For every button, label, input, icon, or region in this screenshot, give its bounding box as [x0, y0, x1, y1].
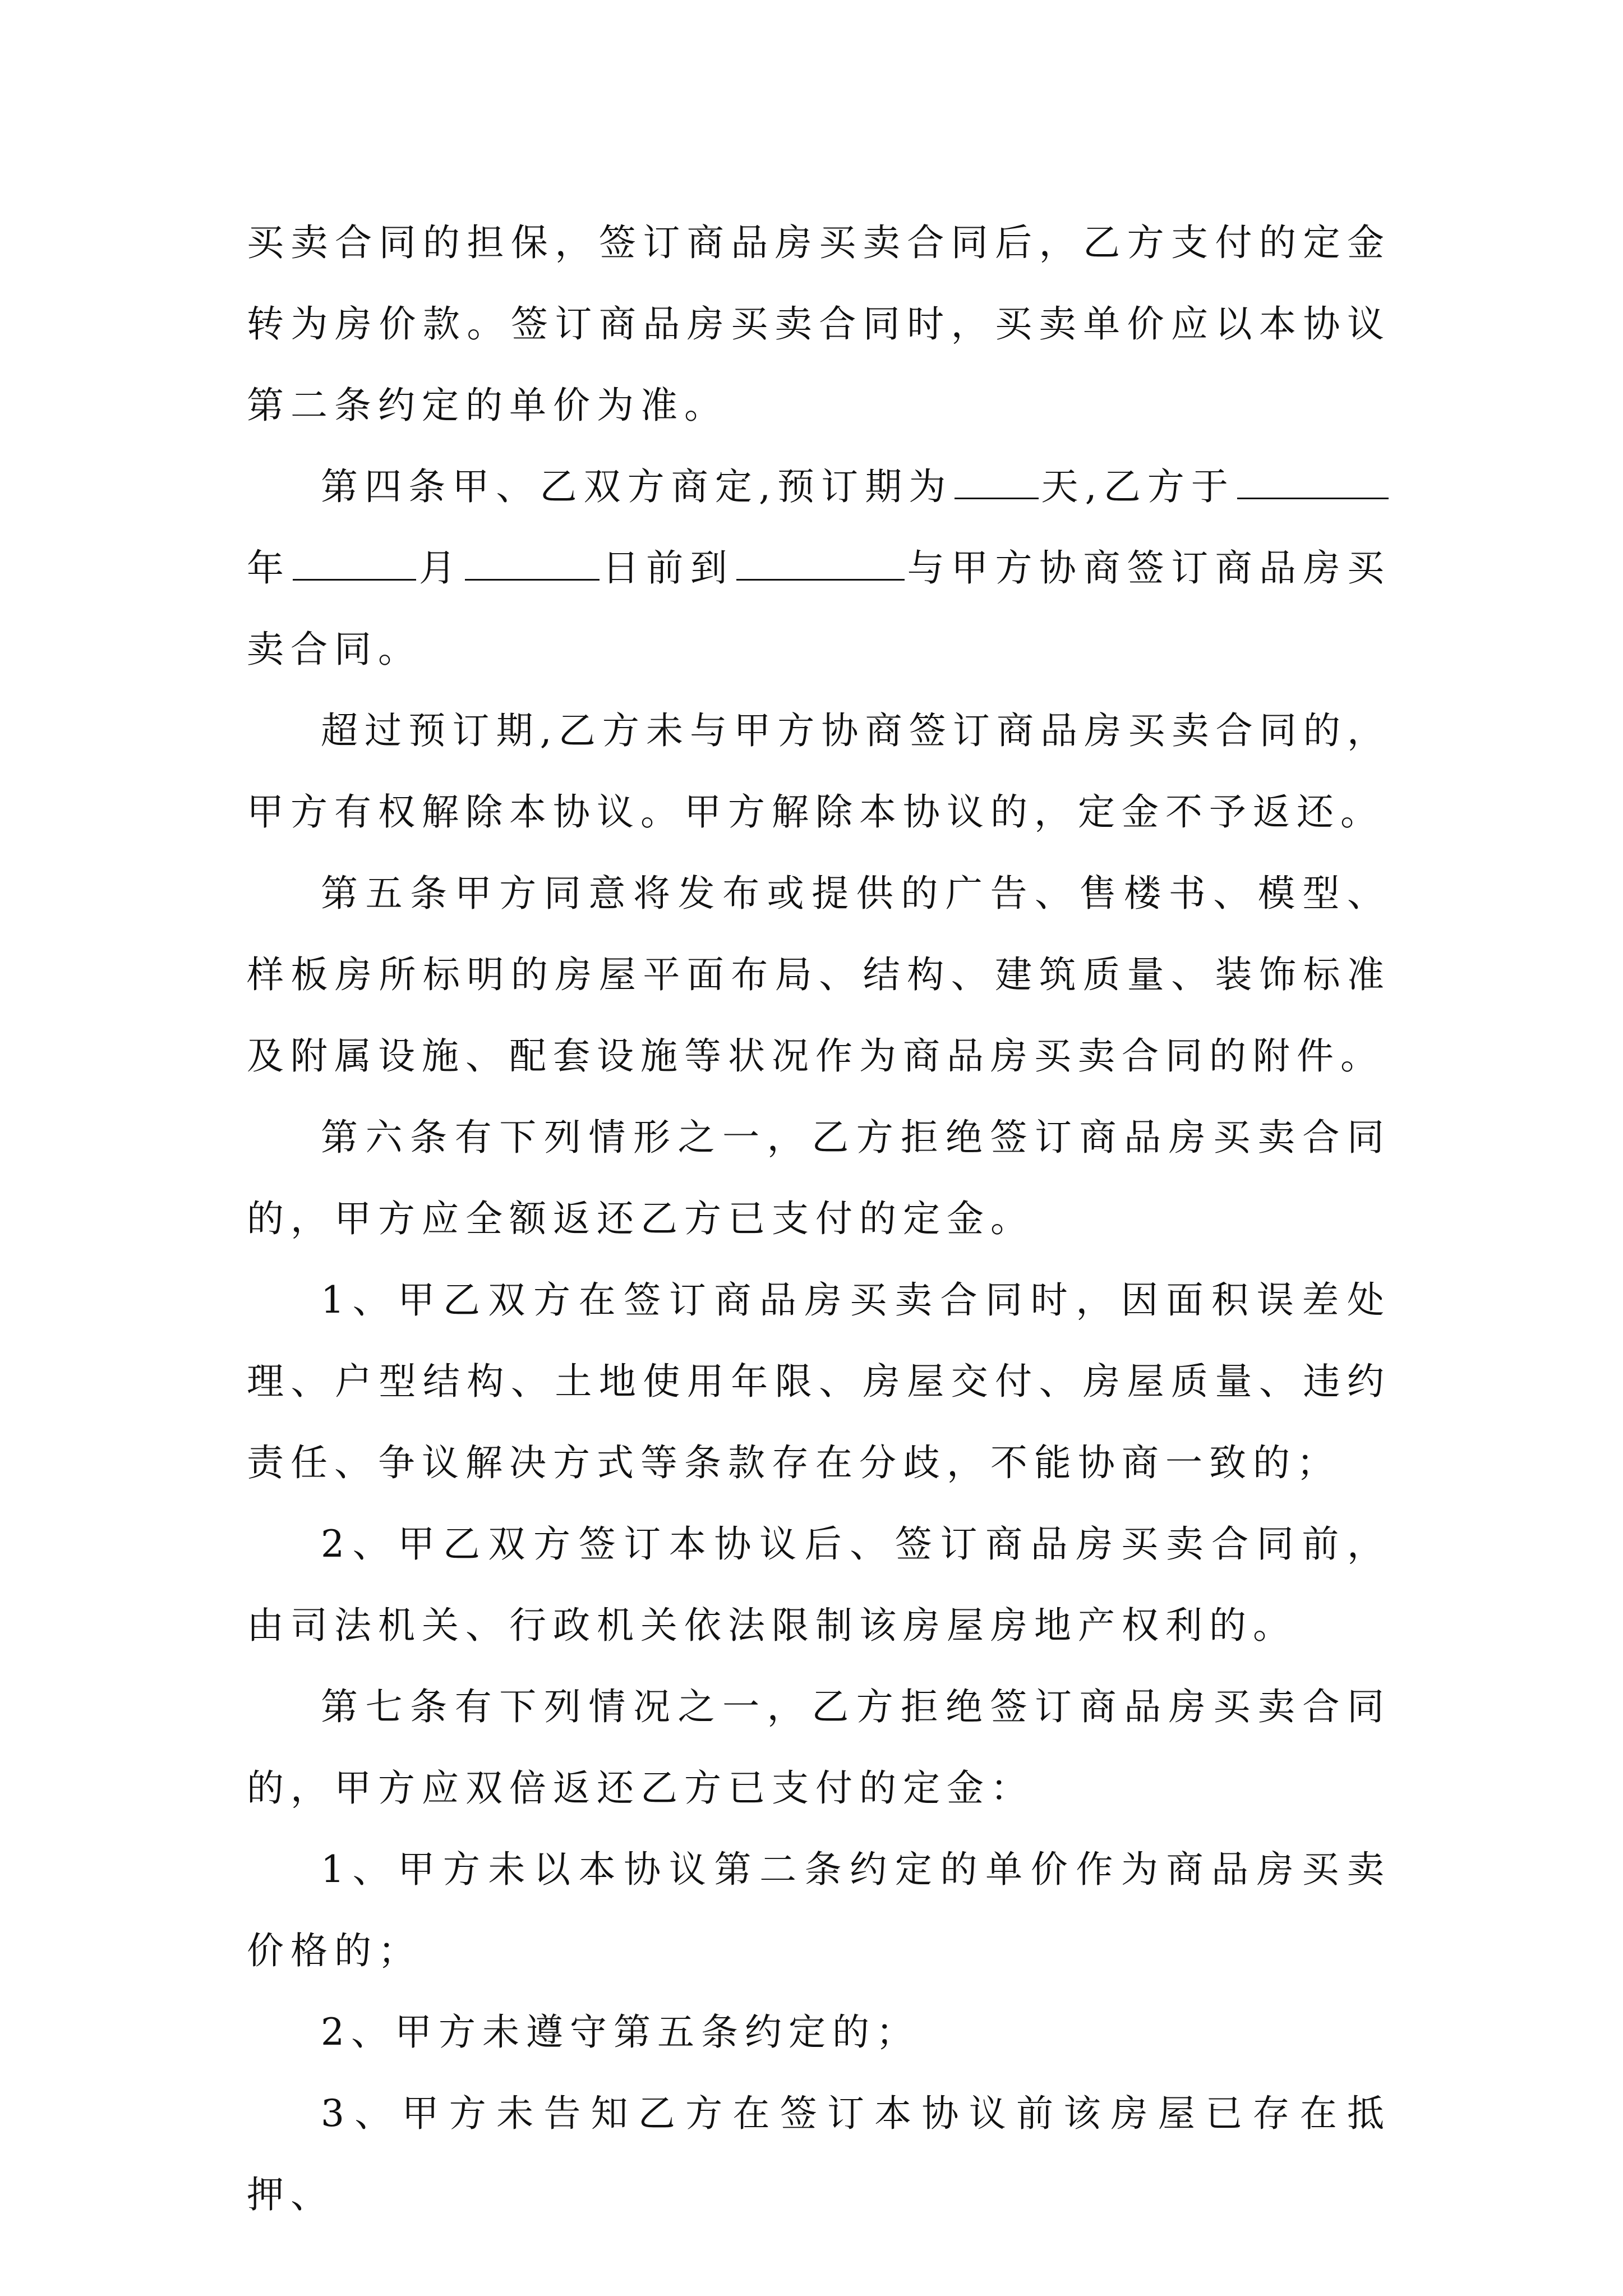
article4-text-4: 月 [418, 546, 463, 590]
article4-text-1: 第四条甲、乙双方商定,预订期为 [321, 465, 953, 508]
paragraph-article-5: 第五条甲方同意将发布或提供的广告、售楼书、模型、样板房所标明的房屋平面布局、结构、建筑质量、装饰标准及附属设施、配套设施等状况作为商品房买卖合同的附件。 [247, 872, 1391, 1078]
paragraph-article-6: 第六条有下列情形之一，乙方拒绝签订商品房买卖合同的，甲方应全额返还乙方已支付的定金。 [247, 1116, 1391, 1240]
article4-text-2: 天,乙方于 [1041, 465, 1235, 508]
blank-year [1237, 466, 1389, 499]
article4-text-6: 与甲方协商签订商品房买卖合同。 [247, 546, 1391, 671]
blank-place [736, 547, 905, 581]
paragraph-article-6-item-2: 2、甲乙双方签订本协议后、签订商品房买卖合同前，由司法机关、行政机关依法限制该房屋房地产权利的。 [247, 1522, 1391, 1647]
article4-text-3: 年 [247, 546, 291, 590]
paragraph-article-7-item-1: 1、甲方未以本协议第二条约定的单价作为商品房买卖价格的； [247, 1848, 1391, 1972]
document-body [247, 202, 1391, 2235]
paragraph-article-7-item-3: 3、甲方未告知乙方在签订本协议前该房屋已存在抵押、 [247, 2092, 1391, 2216]
paragraph-article-4 [247, 446, 1391, 690]
paragraph-article-7: 第七条有下列情况之一，乙方拒绝签订商品房买卖合同的，甲方应双倍返还乙方已支付的定金： [247, 1685, 1391, 1810]
blank-day [465, 547, 600, 581]
paragraph-overdue: 超过预订期,乙方未与甲方协商签订商品房买卖合同的，甲方有权解除本协议。甲方解除本协议的，定金不予返还。 [247, 709, 1391, 834]
paragraph-guarantee: 买卖合同的担保，签订商品房买卖合同后，乙方支付的定金转为房价款。签订商品房买卖合同时，买卖单价应以本协议第二条约定的单价为准。 [247, 221, 1391, 427]
paragraph-article-7-item-2: 2、甲方未遵守第五条约定的； [321, 2010, 920, 2054]
article4-text-5: 日前到 [602, 546, 735, 590]
blank-days [955, 466, 1039, 499]
blank-month [293, 547, 416, 581]
paragraph-article-6-item-1: 1、甲乙双方在签订商品房买卖合同时，因面积误差处理、户型结构、土地使用年限、房屋交付、房屋质量、违约责任、争议解决方式等条款存在分歧，不能协商一致的； [247, 1278, 1391, 1484]
